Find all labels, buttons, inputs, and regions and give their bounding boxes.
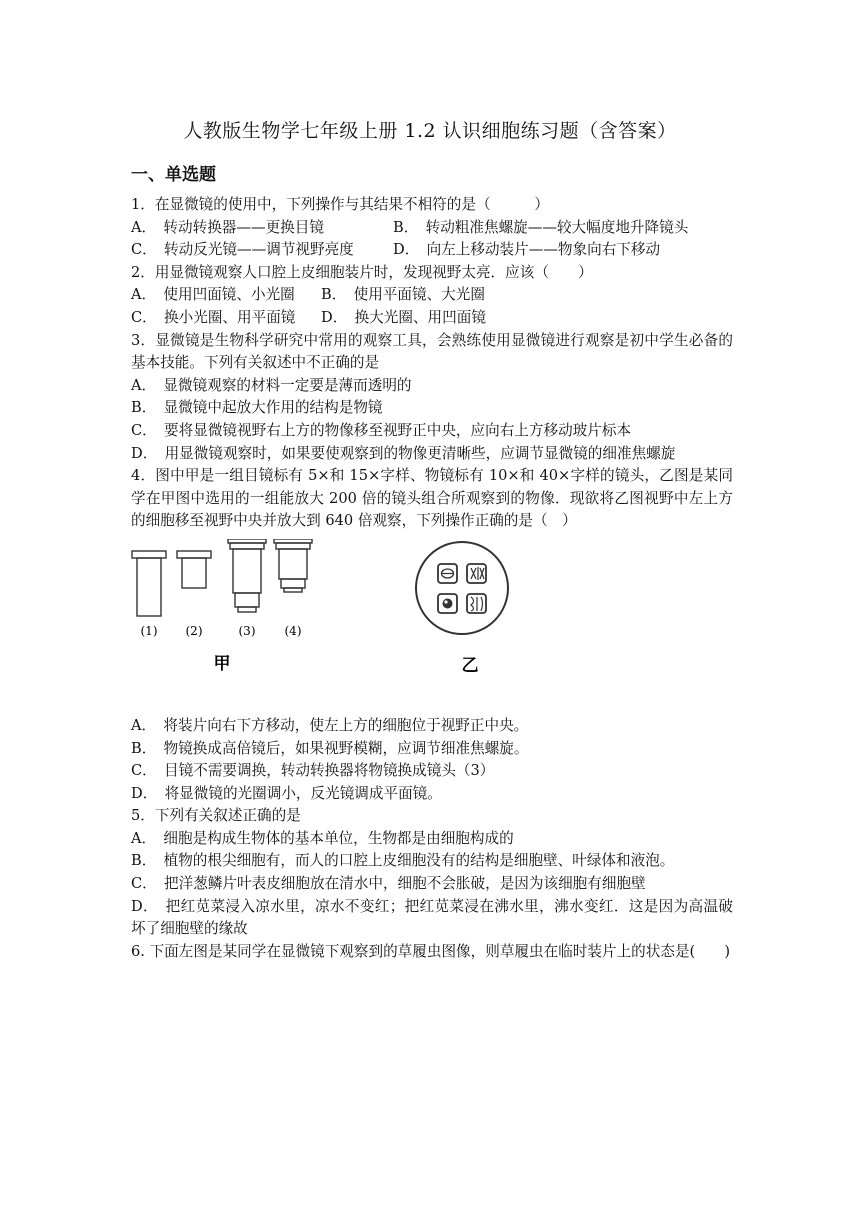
lens-2-icon	[177, 551, 211, 588]
cell-top-right-icon	[467, 564, 486, 583]
question-4-option-c: C． 目镜不需要调换，转动转换器将物镜换成镜头（3）	[131, 762, 495, 780]
question-3-option-b: B． 显微镜中起放大作用的结构是物镜	[131, 399, 383, 417]
figure-left-caption: 甲	[213, 653, 231, 674]
question-1-options-cd	[131, 239, 733, 262]
question-1-options-ab	[131, 217, 733, 240]
question-5-option-d: D． 把红苋菜浸入凉水里，凉水不变红；把红苋菜浸在沸水里，沸水变红．这是因为高温破坏了细胞壁的缘故	[131, 897, 733, 938]
question-4-option-a: A． 将装片向右下方移动，使左上方的细胞位于视野正中央。	[131, 716, 529, 734]
question-4-stem: 4．图中甲是一组目镜标有 5×和 15×字样、物镜标有 10×和 40×字样的镜头，乙图是某同学在甲图中选用的一组能放大 200 倍的镜头组合所观察到的物像．现欲将乙图视野中左上方的细胞移至视野中央并放大到 640 倍观察，下列操作正确的是（ ）	[131, 467, 733, 530]
question-1-option-b: B． 转动粗准焦螺旋——较大幅度地升降镜头	[393, 218, 689, 236]
question-4-option-d: D． 将显微镜的光圈调小，反光镜调成平面镜。	[131, 784, 442, 802]
question-list	[131, 194, 733, 963]
page-title: 人教版生物学七年级上册 1.2 认识细胞练习题（含答案）	[183, 120, 677, 142]
question-5-option-b: B． 植物的根尖细胞有，而人的口腔上皮细胞没有的结构是细胞壁、叶绿体和液泡。	[131, 852, 675, 870]
question-4-option-b: B． 物镜换成高倍镜后，如果视野模糊，应调节细准焦螺旋。	[131, 739, 529, 757]
question-2-option-c: C． 换小光圈、用平面镜	[131, 308, 296, 326]
question-2-option-b: B． 使用平面镜、大光圈	[321, 286, 485, 304]
question-1-option-d: D． 向左上移动装片——物象向右下移动	[393, 241, 661, 259]
lens-label-2: (2)	[185, 623, 203, 638]
lens-label-3: (3)	[238, 623, 256, 638]
question-2-options-cd	[131, 307, 733, 330]
question-3-option-d: D． 用显微镜观察时，如果要使观察到的物像更清晰些，应调节显微镜的细准焦螺旋	[131, 444, 676, 462]
question-2-stem: 2．用显微镜观察人口腔上皮细胞装片时，发现视野太亮．应该（ ）	[131, 263, 593, 281]
question-3-stem: 3．显微镜是生物科学研究中常用的观察工具，会熟练使用显微镜进行观察是初中学生必备的基本技能。下列有关叙述中不正确的是	[131, 331, 733, 372]
question-1-stem: 1．在显微镜的使用中，下列操作与其结果不相符的是（ ）	[131, 196, 549, 213]
microscope-lens-figure	[131, 539, 733, 711]
question-3-option-a: A． 显微镜观察的材料一定要是薄而透明的	[131, 376, 412, 394]
lens-4-icon	[274, 539, 312, 592]
lens-label-1: (1)	[140, 623, 158, 638]
lens-1-icon	[132, 551, 166, 616]
question-1-option-c: C． 转动反光镜——调节视野亮度	[131, 241, 354, 259]
question-1-option-a: A． 转动转换器——更换目镜	[131, 218, 324, 236]
question-5-option-a: A． 细胞是构成生物体的基本单位，生物都是由细胞构成的	[131, 829, 514, 847]
question-2-option-a: A． 使用凹面镜、小光圈	[131, 286, 295, 304]
question-5-option-c: C． 把洋葱鳞片叶表皮细胞放在清水中，细胞不会胀破，是因为该细胞有细胞壁	[131, 875, 646, 893]
figure-right-caption: 乙	[461, 655, 479, 676]
question-2-options-ab	[131, 284, 733, 307]
field-of-view-icon	[416, 542, 508, 634]
question-3-option-c: C． 要将显微镜视野右上方的物像移至视野正中央，应向右上方移动玻片标本	[131, 421, 632, 439]
section-heading: 一、单选题	[131, 165, 216, 185]
lens-label-4: (4)	[284, 623, 302, 638]
lens-3-icon	[228, 539, 266, 612]
question-5-stem: 5．下列有关叙述正确的是	[131, 807, 301, 825]
question-2-option-d: D． 换大光圈、用凹面镜	[321, 308, 486, 326]
question-6-stem: 6. 下面左图是某同学在显微镜下观察到的草履虫图像，则草履虫在临时装片上的状态是( )	[131, 942, 731, 960]
question-4-figure	[131, 539, 733, 711]
